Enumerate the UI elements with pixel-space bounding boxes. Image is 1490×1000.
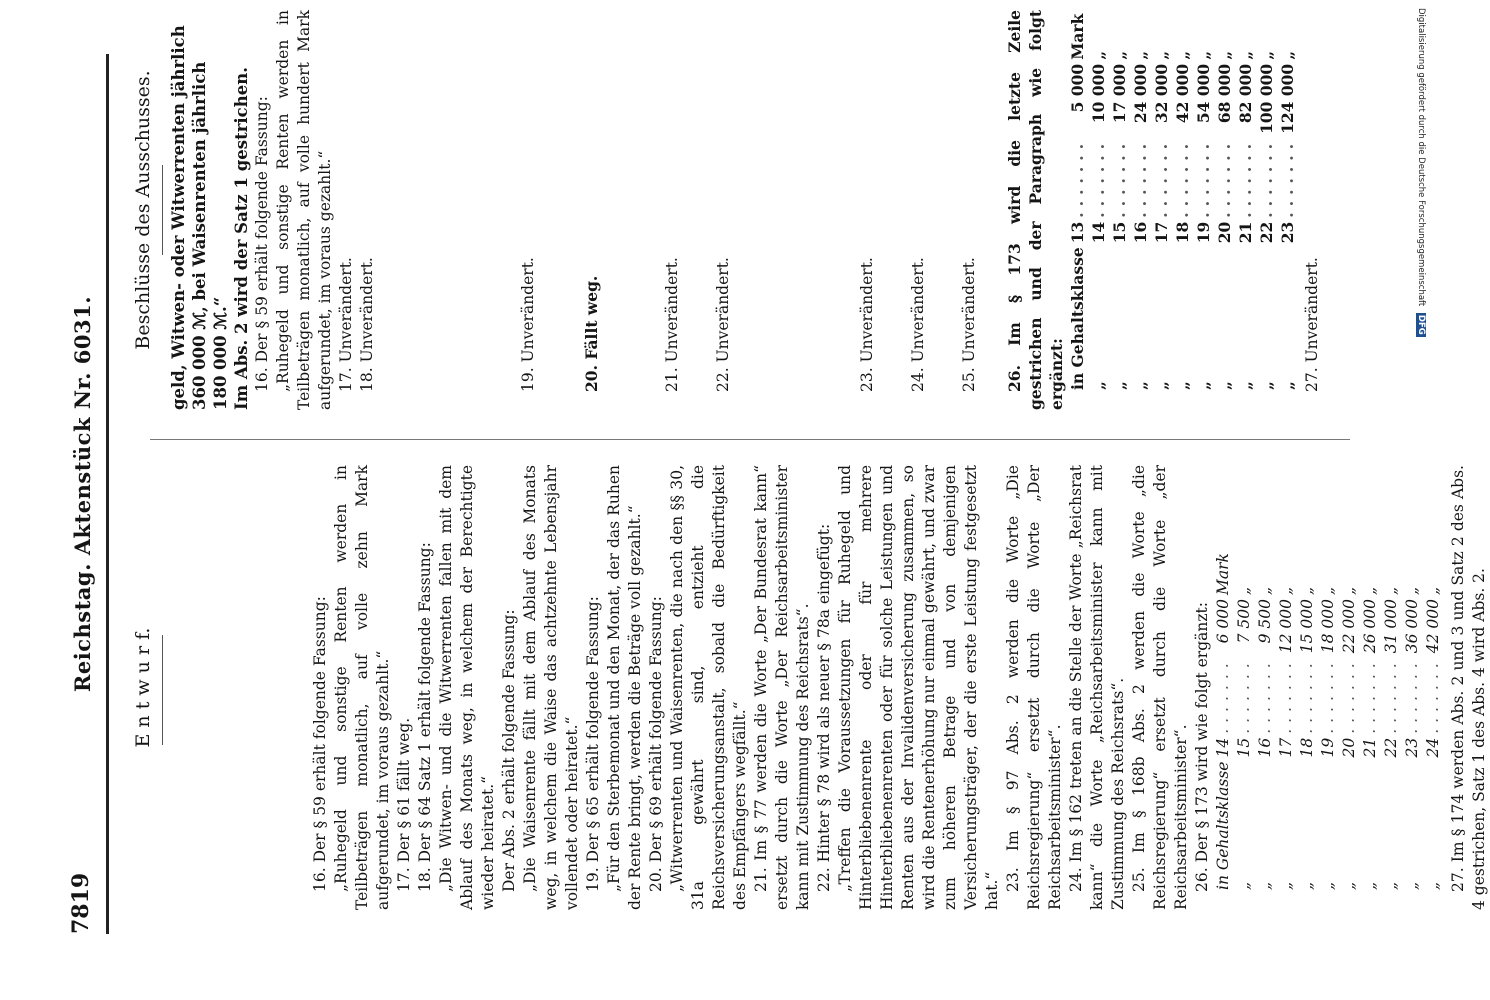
left-row <box>1402 551 1423 892</box>
table-cell-klasse: 18 <box>1298 737 1316 758</box>
table-cell-label: „ <box>1152 381 1171 390</box>
table-cell-klasse: 24 <box>1424 737 1442 758</box>
right-row <box>1109 12 1130 392</box>
right-item-27: 27. Unverändert. <box>1303 257 1321 392</box>
table-cell-unit: „ <box>1319 587 1337 596</box>
table-cell-betrag: 17 000 <box>1110 63 1129 124</box>
table-cell-label: „ <box>1361 881 1379 890</box>
table-cell-betrag: 31 000 <box>1382 599 1400 654</box>
table-cell-klasse: 23 <box>1278 221 1297 244</box>
table-cell-label: in Gehaltsklasse <box>1068 247 1087 390</box>
table-cell-label: „ <box>1382 881 1400 890</box>
table-cell-dots: ....... <box>1152 137 1171 218</box>
right-item-21: 21. Unverändert. <box>663 257 681 392</box>
right-row <box>1172 12 1193 392</box>
table-cell-unit: „ <box>1277 587 1295 596</box>
right-row <box>1214 12 1235 392</box>
table-cell-unit: „ <box>1382 587 1400 596</box>
left-row <box>1339 551 1360 892</box>
left-row <box>1381 551 1402 892</box>
table-cell-klasse: 17 <box>1277 737 1295 758</box>
right-row <box>1151 12 1172 392</box>
table-cell-klasse: 13 <box>1068 221 1087 244</box>
table-cell-label: „ <box>1277 881 1295 890</box>
left-item-18: 18. Der § 64 Satz 1 erhält folgende Fassung: <box>416 542 434 892</box>
table-cell-betrag: 42 000 <box>1424 599 1442 654</box>
table-cell-betrag: 100 000 <box>1257 63 1276 134</box>
table-cell-label: „ <box>1424 881 1442 890</box>
right-item-26: 26. Im § 173 wird die letzte Zeile gestrichen und der Paragraph wie folgt ergänzt: <box>1005 10 1066 410</box>
right-item-16: 16. Der § 59 erhält folgende Fassung: <box>253 96 271 392</box>
table-cell-klasse: 22 <box>1257 221 1276 244</box>
table-cell-dots: ....... <box>1194 137 1213 218</box>
table-cell-klasse: 17 <box>1152 221 1171 244</box>
table-cell-dots: ....... <box>1110 137 1129 218</box>
table-cell-unit: „ <box>1257 50 1276 60</box>
table-cell-label: in Gehaltsklasse <box>1214 761 1232 890</box>
table-cell-dots: ....... <box>1131 137 1150 218</box>
table-cell-betrag: 22 000 <box>1340 599 1358 654</box>
left-row <box>1276 551 1297 892</box>
table-cell-unit: „ <box>1089 50 1108 60</box>
table-cell-betrag: 82 000 <box>1236 63 1255 124</box>
right-item-19: 19. Unverändert. <box>519 257 537 392</box>
table-cell-betrag: 68 000 <box>1215 63 1234 124</box>
table-cell-betrag: 42 000 <box>1173 63 1192 124</box>
table-cell-dots: ....... <box>1278 137 1297 218</box>
page-header <box>62 54 122 934</box>
table-cell-dots: ....... <box>1215 137 1234 218</box>
right-salary-table <box>1067 12 1298 392</box>
table-cell-label: „ <box>1173 381 1192 390</box>
table-cell-klasse: 22 <box>1382 737 1400 758</box>
table-cell-klasse: 20 <box>1215 221 1234 244</box>
table-cell-label: „ <box>1235 881 1253 890</box>
table-cell-klasse: 23 <box>1403 737 1421 758</box>
table-cell-klasse: 21 <box>1361 737 1379 758</box>
table-cell-unit: „ <box>1215 50 1234 60</box>
continuation-line-3: 180 000 ℳ.“ <box>211 296 230 410</box>
right-heading-rule <box>162 165 163 255</box>
page-title: Reichstag. Aktenstück Nr. 6031. <box>70 295 95 693</box>
right-row <box>1256 12 1277 392</box>
left-row <box>1297 551 1318 892</box>
right-item-18: 18. Unverändert. <box>358 257 376 392</box>
table-cell-klasse: 15 <box>1235 737 1253 758</box>
left-item-24: 24. Im § 162 treten an die Stelle der Worte „Reichsrat kann“ die Worte „Reichsarbeitsminister kann mit Zustimmung des Reichsrats“. <box>1067 465 1127 910</box>
table-cell-dots: ....... <box>1340 657 1358 734</box>
left-item-19: 19. Der § 65 erhält folgende Fassung: <box>584 596 602 892</box>
table-cell-klasse: 19 <box>1194 221 1213 244</box>
table-cell-betrag: 32 000 <box>1152 63 1171 124</box>
table-cell-klasse: 20 <box>1340 737 1358 758</box>
table-cell-label: „ <box>1089 381 1108 390</box>
right-item-16-text: „Ruhegeld und sonstige Renten werden in Teilbeträgen monatlich, auf volle hundert Mark aufgerundet, im voraus gezahlt.“ <box>274 10 334 410</box>
left-item-18-text: „Die Witwen- und die Witwerrenten fallen mit dem Ablauf des Monats weg, in welchem der Berechtigte wieder heiratet.“ <box>437 465 497 910</box>
left-item-23: 23. Im § 97 Abs. 2 werden die Worte „Die Reichsregierung“ ersetzt durch die Worte „Der Reichsarbeitsminister“. <box>1004 465 1064 910</box>
table-cell-betrag: 5 000 <box>1068 63 1087 113</box>
table-cell-unit: „ <box>1361 587 1379 596</box>
table-cell-label: „ <box>1194 381 1213 390</box>
left-row <box>1234 551 1255 892</box>
left-row <box>1318 551 1339 892</box>
table-cell-unit: „ <box>1340 587 1358 596</box>
table-cell-unit: „ <box>1173 50 1192 60</box>
table-cell-dots: ....... <box>1424 657 1442 734</box>
table-cell-label: „ <box>1278 381 1297 390</box>
right-item-25: 25. Unverändert. <box>960 257 978 392</box>
table-cell-klasse: 18 <box>1173 221 1192 244</box>
table-cell-dots: ....... <box>1256 657 1274 734</box>
table-cell-label: „ <box>1236 381 1255 390</box>
left-column <box>310 465 1490 910</box>
header-rule <box>106 54 109 934</box>
left-row <box>1213 551 1234 892</box>
table-cell-label: „ <box>1215 381 1234 390</box>
right-row <box>1193 12 1214 392</box>
table-cell-betrag: 12 000 <box>1277 599 1295 654</box>
column-divider <box>150 439 1350 440</box>
right-row <box>1088 12 1109 392</box>
table-cell-unit: „ <box>1403 587 1421 596</box>
table-cell-label: „ <box>1257 381 1276 390</box>
table-cell-betrag: 36 000 <box>1403 599 1421 654</box>
left-item-20-text: „Witwerrenten und Waisenrenten, die nach den §§ 30, 31a gewährt sind, entzieht die Reichsversicherungsanstalt, sobald die Bedürftigkeit des Empfängers wegfällt.“ <box>668 465 749 910</box>
table-cell-unit: „ <box>1235 587 1253 596</box>
table-cell-dots: ....... <box>1068 137 1087 218</box>
right-item-23: 23. Unverändert. <box>858 257 876 392</box>
digitization-note <box>1408 8 1430 402</box>
left-item-27: 27. Im § 174 werden Abs. 2 und 3 und Satz 2 des Abs. 4 gestrichen, Satz 1 des Abs. 4 wird Abs. 2. <box>1449 465 1488 910</box>
table-cell-label: „ <box>1403 881 1421 890</box>
table-cell-betrag: 9 500 <box>1256 599 1274 644</box>
table-cell-label: „ <box>1131 381 1150 390</box>
table-cell-dots: ....... <box>1257 137 1276 218</box>
table-cell-unit: „ <box>1278 50 1297 60</box>
left-item-18-abs2-text: „Die Waisenrente fällt mit dem Ablauf des Monats weg, in welchem die Waise das achtzehnte Lebensjahr vollendet oder heiratet.“ <box>521 465 581 910</box>
table-cell-klasse: 15 <box>1110 221 1129 244</box>
left-item-18-abs2: Der Abs. 2 erhält folgende Fassung: <box>500 609 518 892</box>
left-item-22-text: „Treffen die Voraussetzungen für Ruhegeld und Hinterbliebenenrente oder für mehrere Hinterbliebenenrenten oder für solche Leistungen und Renten aus der Invalidenversicherung zusammen, so wird die Rentenerhöhung nur einmal gewährt, und zwar zum höheren Betrage und von demjenigen Versicherungsträger, der die erste Leistung festgesetzt hat.“ <box>836 465 1001 910</box>
left-salary-table <box>1213 551 1444 892</box>
table-cell-unit: „ <box>1424 587 1442 596</box>
left-row <box>1360 551 1381 892</box>
table-cell-klasse: 16 <box>1131 221 1150 244</box>
continuation-line-1: geld, Witwen- oder Witwerrenten jährlich <box>169 25 188 410</box>
table-cell-dots: ....... <box>1361 657 1379 734</box>
digitization-text: Digitalisierung gefördert durch die Deutsche Forschungsgemeinschaft <box>1416 8 1426 307</box>
table-cell-dots: ....... <box>1089 137 1108 218</box>
table-cell-klasse: 16 <box>1256 737 1274 758</box>
table-cell-label: „ <box>1340 881 1358 890</box>
right-column-heading: Beschlüsse des Ausschusses. <box>132 70 154 350</box>
table-cell-label: „ <box>1319 881 1337 890</box>
table-cell-unit: Mark <box>1214 553 1232 596</box>
table-cell-klasse: 14 <box>1214 737 1232 758</box>
table-cell-betrag: 26 000 <box>1361 599 1379 654</box>
table-cell-dots: ....... <box>1214 657 1232 734</box>
table-cell-label: „ <box>1110 381 1129 390</box>
left-item-20: 20. Der § 69 erhält folgende Fassung: <box>647 596 665 892</box>
table-cell-betrag: 24 000 <box>1131 63 1150 124</box>
left-item-16: 16. Der § 59 erhält folgende Fassung: <box>311 596 329 892</box>
left-row <box>1423 551 1444 892</box>
table-cell-betrag: 10 000 <box>1089 63 1108 124</box>
left-item-25: 25. Im § 168b Abs. 2 werden die Worte „die Reichsregierung“ ersetzt durch die Worte „der Reichsarbeitsminister“. <box>1130 465 1190 910</box>
table-cell-unit: „ <box>1298 587 1316 596</box>
table-cell-unit: Mark <box>1068 13 1087 60</box>
table-cell-unit: „ <box>1110 50 1129 60</box>
table-cell-klasse: 21 <box>1236 221 1255 244</box>
left-item-22: 22. Hinter § 78 wird als neuer § 78a eingefügt: <box>815 523 833 892</box>
right-row <box>1235 12 1256 392</box>
left-item-26: 26. Der § 173 wird wie folgt ergänzt: <box>1193 602 1211 892</box>
table-cell-dots: ....... <box>1235 657 1253 734</box>
table-cell-betrag: 6 000 <box>1214 599 1232 644</box>
table-cell-klasse: 14 <box>1089 221 1108 244</box>
table-cell-betrag: 124 000 <box>1278 63 1297 134</box>
table-cell-unit: „ <box>1236 50 1255 60</box>
table-cell-betrag: 7 500 <box>1235 599 1253 644</box>
table-cell-unit: „ <box>1194 50 1213 60</box>
table-cell-dots: ....... <box>1277 657 1295 734</box>
continuation-line-2: 360 000 ℳ, bei Waisenrenten jährlich <box>190 61 209 410</box>
table-cell-dots: ....... <box>1298 657 1316 734</box>
table-cell-dots: ....... <box>1403 657 1421 734</box>
table-cell-dots: ....... <box>1173 137 1192 218</box>
dfg-logo: DFG <box>1416 314 1426 335</box>
right-item-24: 24. Unverändert. <box>909 257 927 392</box>
right-row <box>1067 12 1088 392</box>
right-item-20: 20. Fällt weg. <box>582 275 601 392</box>
left-item-21: 21. Im § 77 werden die Worte „Der Bundesrat kann“ ersetzt durch die Worte „Der Reichsarbeitsminister kann mit Zustimmung des Reichsrats“. <box>752 465 812 910</box>
left-heading-rule <box>162 635 163 745</box>
table-cell-label: „ <box>1298 881 1316 890</box>
right-item-22: 22. Unverändert. <box>714 257 732 392</box>
table-cell-unit: „ <box>1256 587 1274 596</box>
table-cell-unit: „ <box>1131 50 1150 60</box>
left-item-19-text: „Für den Sterbemonat und den Monat, der das Ruhen der Rente bringt, werden die Beträge voll gezahlt.“ <box>605 465 644 910</box>
right-column <box>168 10 1323 410</box>
left-column-heading: E n t w u r f. <box>132 627 154 748</box>
table-cell-betrag: 54 000 <box>1194 63 1213 124</box>
left-item-16-text: „Ruhegeld und sonstige Renten werden in Teilbeträgen monatlich, auf volle zehn Mark aufgerundet, im voraus gezahlt.“ <box>332 465 392 910</box>
right-abs2-note: Im Abs. 2 wird der Satz 1 gestrichen. <box>232 67 251 410</box>
table-cell-dots: ....... <box>1236 137 1255 218</box>
right-row <box>1130 12 1151 392</box>
left-item-17: 17. Der § 61 fällt weg. <box>395 717 413 892</box>
table-cell-klasse: 19 <box>1319 737 1337 758</box>
table-cell-betrag: 18 000 <box>1319 599 1337 654</box>
left-row <box>1255 551 1276 892</box>
table-cell-unit: „ <box>1152 50 1171 60</box>
page-number: 7819 <box>68 872 94 934</box>
table-cell-betrag: 15 000 <box>1298 599 1316 654</box>
right-row <box>1277 12 1298 392</box>
table-cell-dots: ....... <box>1319 657 1337 734</box>
right-item-17: 17. Unverändert. <box>337 257 355 392</box>
table-cell-dots: ....... <box>1382 657 1400 734</box>
table-cell-label: „ <box>1256 881 1274 890</box>
